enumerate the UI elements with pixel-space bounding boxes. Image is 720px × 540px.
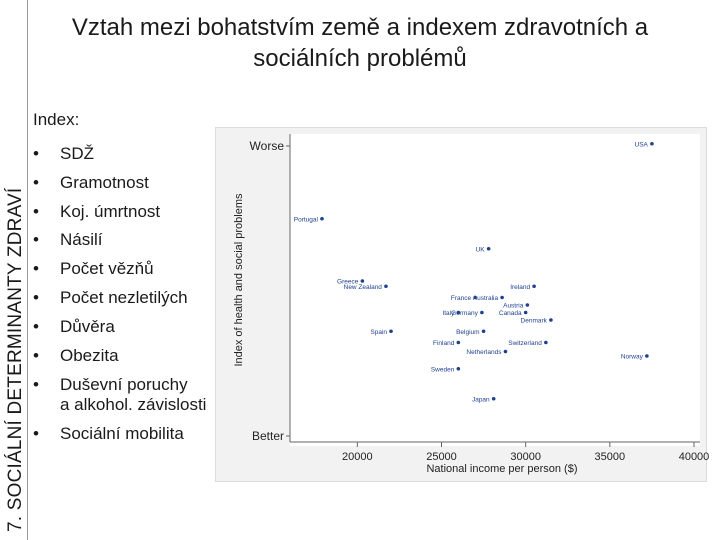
- bullet-icon: •: [33, 424, 39, 444]
- bullet-icon: •: [33, 345, 39, 365]
- data-point: [492, 397, 496, 401]
- data-point-label: Sweden: [430, 366, 455, 374]
- data-point: [650, 142, 654, 146]
- data-point: [457, 367, 461, 371]
- bullet-icon: •: [33, 230, 39, 250]
- x-tick-label: 20000: [342, 451, 373, 463]
- list-item-text: Koj. úmrtnost: [60, 201, 161, 221]
- data-point: [645, 354, 649, 358]
- list-item-text: Důvěra: [60, 316, 115, 336]
- bullet-icon: •: [33, 172, 39, 192]
- bullet-icon: •: [33, 375, 39, 395]
- list-item-text: Duševní poruchy: [60, 375, 188, 395]
- data-point-label: France: [450, 295, 472, 302]
- bullet-icon: •: [33, 259, 39, 279]
- y-axis-title: Index of health and social problems: [233, 193, 245, 367]
- x-tick-label: 35000: [594, 451, 626, 463]
- page-title: Vztah mezi bohatstvím země a indexem zdravotních a sociálních problémů: [71, 14, 649, 72]
- y-top-label: Worse: [249, 139, 284, 153]
- x-tick-label: 25000: [426, 451, 457, 463]
- list-item-text: Počet nezletilých: [60, 287, 188, 307]
- data-point: [389, 329, 393, 333]
- data-point-label: Austria: [503, 302, 524, 310]
- data-point-label: Portugal: [293, 216, 318, 224]
- list-item-text: SDŽ: [60, 144, 94, 163]
- data-point: [480, 311, 484, 315]
- list-item-text: Násilí: [60, 230, 103, 250]
- list-item-text: Počet vězňů: [60, 259, 154, 279]
- data-point-label: Denmark: [520, 317, 547, 325]
- data-point: [487, 247, 491, 251]
- data-point: [361, 279, 365, 283]
- list-item-text: Obezita: [60, 345, 119, 365]
- data-point: [320, 217, 324, 221]
- data-point: [526, 303, 530, 307]
- bullet-icon: •: [33, 144, 39, 163]
- section-label: 7. SOCIÁLNÍ DETERMINANTY ZDRAVÍ: [5, 187, 26, 532]
- data-point: [384, 284, 388, 288]
- data-point-label: Belgium: [456, 328, 480, 336]
- data-point-label: New Zealand: [343, 283, 382, 291]
- list-item-text: Sociální mobilita: [60, 424, 184, 444]
- data-point-label: Switzerland: [508, 340, 542, 347]
- x-axis-title: National income per person ($): [426, 463, 578, 475]
- data-point-label: Australia: [472, 295, 499, 302]
- data-point: [482, 329, 486, 333]
- index-heading: Index:: [33, 110, 80, 129]
- data-point-label: Germany: [451, 310, 478, 317]
- y-bottom-label: Better: [251, 429, 284, 443]
- data-point-label: Norway: [620, 353, 643, 361]
- data-point: [457, 341, 461, 345]
- data-point: [532, 284, 536, 288]
- bullet-icon: •: [33, 201, 39, 221]
- data-point-label: Spain: [370, 328, 387, 336]
- data-point-label: UK: [475, 246, 485, 254]
- data-point-label: Ireland: [510, 283, 531, 291]
- data-point-label: Netherlands: [466, 349, 502, 356]
- data-point-label: Finland: [433, 340, 455, 347]
- data-point-label: Italy: [442, 310, 455, 317]
- data-point: [544, 341, 548, 345]
- x-tick-label: 40000: [678, 451, 710, 463]
- bullet-icon: •: [33, 316, 39, 336]
- data-point-label: USA: [634, 141, 648, 149]
- bullet-icon: •: [33, 287, 39, 307]
- data-point-label: Japan: [471, 396, 490, 404]
- data-point: [500, 296, 504, 300]
- list-item-text-continuation: a alkohol. závislosti: [60, 395, 207, 415]
- data-point: [524, 311, 528, 315]
- x-tick-label: 30000: [510, 451, 541, 463]
- data-point-label: Canada: [498, 310, 522, 317]
- data-point: [504, 350, 508, 354]
- data-point: [549, 318, 553, 322]
- list-item-text: Gramotnost: [60, 172, 149, 192]
- data-point-label: Greece: [337, 278, 359, 286]
